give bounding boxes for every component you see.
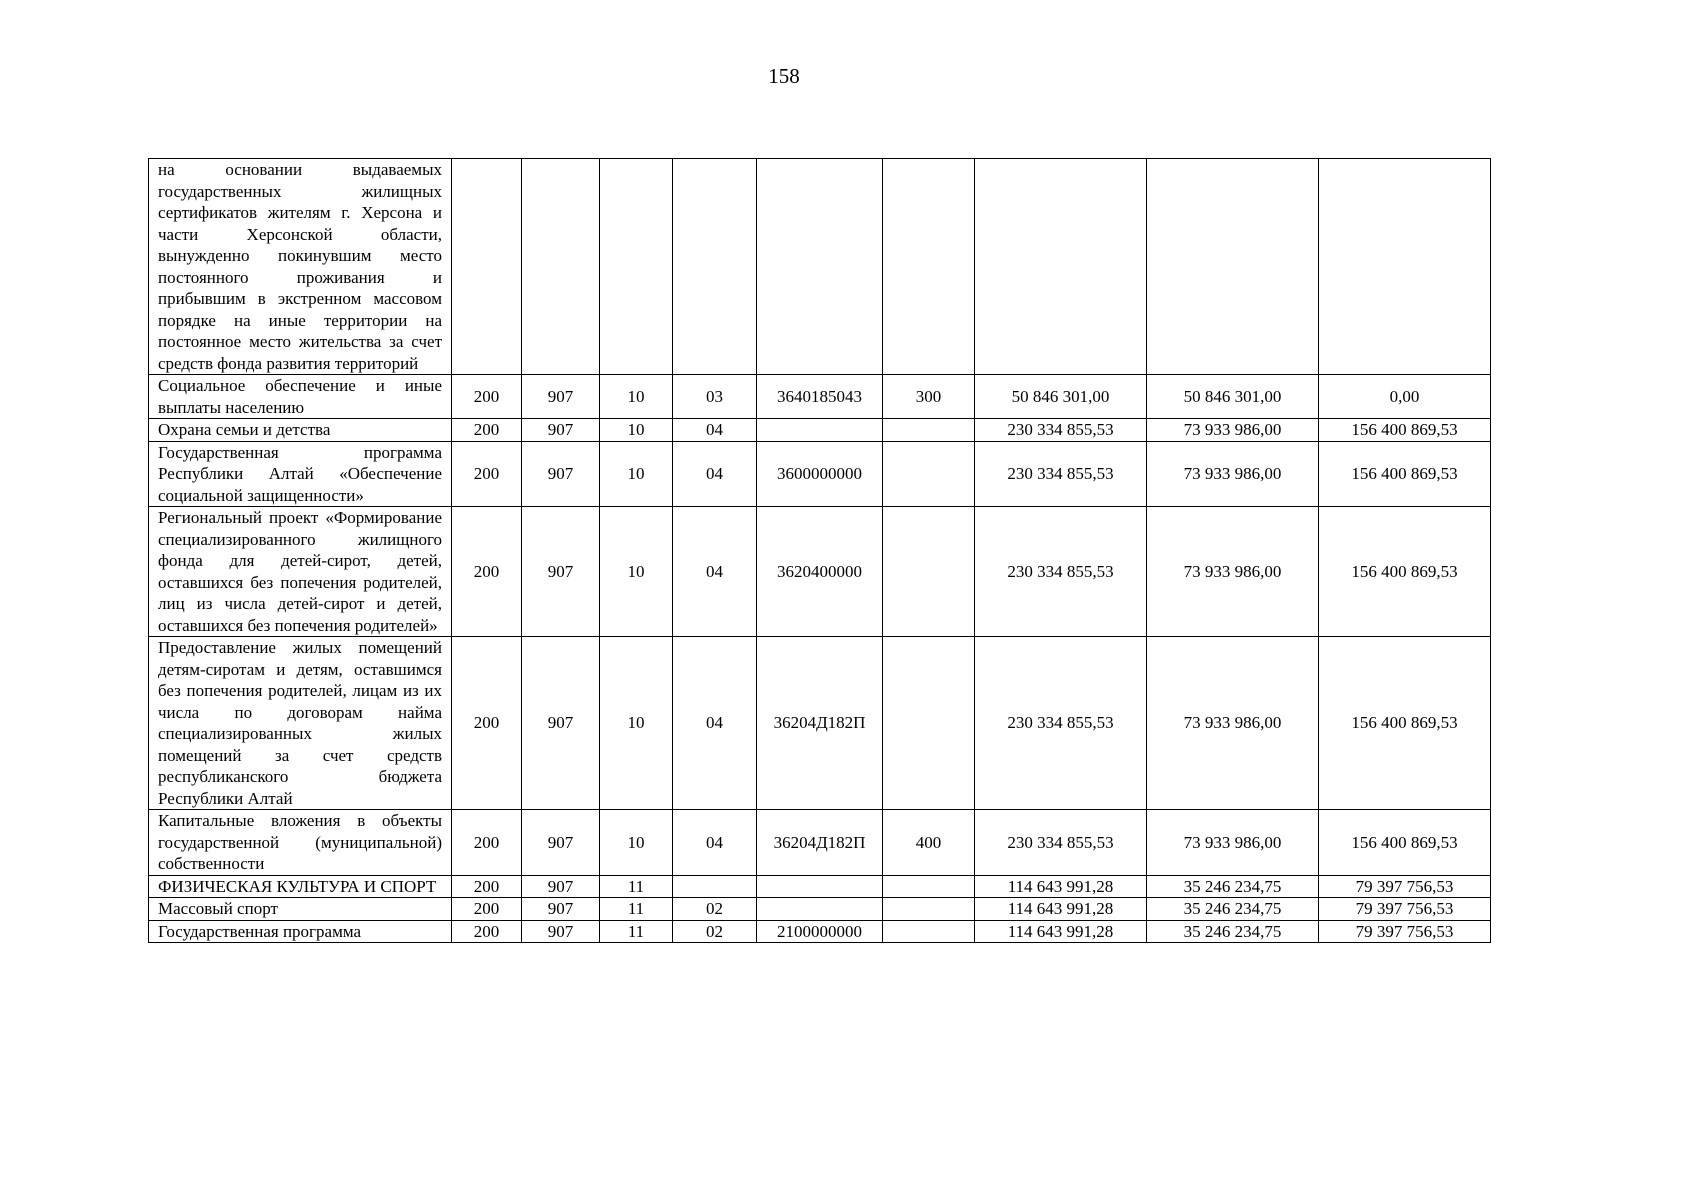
subsection-code-cell [673, 159, 757, 375]
row-name-cell: Региональный проект «Формирование специализированного жилищного фонда для детей-сирот, детей, оставшихся без попечения родителей, лиц из числа детей-сирот и детей, оставшихся без попечения родителей» [149, 507, 452, 637]
amount-remaining-cell: 156 400 869,53 [1319, 637, 1491, 810]
department-code-cell: 907 [522, 920, 600, 943]
amount-executed-cell: 73 933 986,00 [1147, 810, 1319, 876]
row-name-cell: Социальное обеспечение и иные выплаты населению [149, 375, 452, 419]
admin-code-cell: 200 [452, 875, 522, 898]
department-code-cell: 907 [522, 375, 600, 419]
expense-type-cell [883, 441, 975, 507]
amount-total-cell: 230 334 855,53 [975, 637, 1147, 810]
row-name-cell: Государственная программа [149, 920, 452, 943]
amount-executed-cell: 35 246 234,75 [1147, 920, 1319, 943]
subsection-code-cell: 02 [673, 898, 757, 921]
admin-code-cell: 200 [452, 898, 522, 921]
amount-total-cell: 230 334 855,53 [975, 441, 1147, 507]
admin-code-cell: 200 [452, 920, 522, 943]
amount-executed-cell: 73 933 986,00 [1147, 637, 1319, 810]
department-code-cell: 907 [522, 637, 600, 810]
table-row [149, 441, 1491, 507]
admin-code-cell: 200 [452, 810, 522, 876]
amount-total-cell: 114 643 991,28 [975, 920, 1147, 943]
row-name-cell: Охрана семьи и детства [149, 419, 452, 442]
department-code-cell: 907 [522, 419, 600, 442]
admin-code-cell: 200 [452, 507, 522, 637]
admin-code-cell: 200 [452, 441, 522, 507]
subsection-code-cell: 04 [673, 441, 757, 507]
admin-code-cell: 200 [452, 419, 522, 442]
amount-remaining-cell: 79 397 756,53 [1319, 898, 1491, 921]
subsection-code-cell: 04 [673, 810, 757, 876]
subsection-code-cell: 04 [673, 419, 757, 442]
admin-code-cell: 200 [452, 637, 522, 810]
section-code-cell: 10 [600, 637, 673, 810]
expense-type-cell [883, 159, 975, 375]
table-row [149, 419, 1491, 442]
department-code-cell: 907 [522, 875, 600, 898]
table-row [149, 875, 1491, 898]
expense-type-cell [883, 419, 975, 442]
amount-total-cell: 230 334 855,53 [975, 507, 1147, 637]
expense-type-cell [883, 507, 975, 637]
target-article-cell: 3620400000 [757, 507, 883, 637]
expense-type-cell [883, 875, 975, 898]
amount-executed-cell: 73 933 986,00 [1147, 441, 1319, 507]
amount-total-cell: 230 334 855,53 [975, 419, 1147, 442]
target-article-cell: 36204Д182П [757, 810, 883, 876]
amount-remaining-cell: 156 400 869,53 [1319, 441, 1491, 507]
target-article-cell [757, 159, 883, 375]
row-name-cell: ФИЗИЧЕСКАЯ КУЛЬТУРА И СПОРТ [149, 875, 452, 898]
amount-remaining-cell: 0,00 [1319, 375, 1491, 419]
expense-type-cell [883, 637, 975, 810]
table-row [149, 637, 1491, 810]
department-code-cell: 907 [522, 810, 600, 876]
section-code-cell: 10 [600, 441, 673, 507]
subsection-code-cell [673, 875, 757, 898]
amount-executed-cell [1147, 159, 1319, 375]
department-code-cell: 907 [522, 898, 600, 921]
section-code-cell: 10 [600, 810, 673, 876]
table-row [149, 159, 1491, 375]
amount-total-cell: 50 846 301,00 [975, 375, 1147, 419]
admin-code-cell [452, 159, 522, 375]
row-name-cell: Массовый спорт [149, 898, 452, 921]
section-code-cell: 11 [600, 920, 673, 943]
amount-executed-cell: 35 246 234,75 [1147, 875, 1319, 898]
target-article-cell: 2100000000 [757, 920, 883, 943]
row-name-cell: на основании выдаваемых государственных жилищных сертификатов жителям г. Херсона и части Херсонской области, вынужденно покинувшим место постоянного проживания и прибывшим в экстренном массовом порядке на иные территории на постоянное место жительства за счет средств фонда развития территорий [149, 159, 452, 375]
amount-executed-cell: 73 933 986,00 [1147, 507, 1319, 637]
amount-remaining-cell: 79 397 756,53 [1319, 875, 1491, 898]
admin-code-cell: 200 [452, 375, 522, 419]
target-article-cell [757, 898, 883, 921]
target-article-cell [757, 419, 883, 442]
expense-type-cell: 400 [883, 810, 975, 876]
target-article-cell [757, 875, 883, 898]
department-code-cell [522, 159, 600, 375]
expense-type-cell [883, 920, 975, 943]
target-article-cell: 3600000000 [757, 441, 883, 507]
amount-total-cell [975, 159, 1147, 375]
subsection-code-cell: 02 [673, 920, 757, 943]
target-article-cell: 3640185043 [757, 375, 883, 419]
section-code-cell [600, 159, 673, 375]
table-row [149, 920, 1491, 943]
subsection-code-cell: 04 [673, 637, 757, 810]
department-code-cell: 907 [522, 441, 600, 507]
amount-remaining-cell: 156 400 869,53 [1319, 507, 1491, 637]
page-number: 158 [768, 64, 800, 88]
amount-total-cell: 230 334 855,53 [975, 810, 1147, 876]
amount-total-cell: 114 643 991,28 [975, 875, 1147, 898]
amount-executed-cell: 50 846 301,00 [1147, 375, 1319, 419]
subsection-code-cell: 03 [673, 375, 757, 419]
subsection-code-cell: 04 [673, 507, 757, 637]
table-row [149, 375, 1491, 419]
expense-type-cell: 300 [883, 375, 975, 419]
expense-type-cell [883, 898, 975, 921]
row-name-cell: Предоставление жилых помещений детям-сиротам и детям, оставшимся без попечения родителей, лицам из их числа по договорам найма специализированных жилых помещений за счет средств республиканского бюджета Республики Алтай [149, 637, 452, 810]
section-code-cell: 10 [600, 419, 673, 442]
section-code-cell: 10 [600, 507, 673, 637]
amount-remaining-cell: 156 400 869,53 [1319, 810, 1491, 876]
section-code-cell: 11 [600, 898, 673, 921]
row-name-cell: Капитальные вложения в объекты государственной (муниципальной) собственности [149, 810, 452, 876]
section-code-cell: 11 [600, 875, 673, 898]
target-article-cell: 36204Д182П [757, 637, 883, 810]
amount-executed-cell: 73 933 986,00 [1147, 419, 1319, 442]
budget-table [148, 158, 1491, 943]
section-code-cell: 10 [600, 375, 673, 419]
department-code-cell: 907 [522, 507, 600, 637]
table-row [149, 810, 1491, 876]
amount-remaining-cell: 156 400 869,53 [1319, 419, 1491, 442]
amount-remaining-cell [1319, 159, 1491, 375]
table-row [149, 898, 1491, 921]
amount-total-cell: 114 643 991,28 [975, 898, 1147, 921]
row-name-cell: Государственная программа Республики Алтай «Обеспечение социальной защищенности» [149, 441, 452, 507]
table-body [149, 159, 1491, 943]
amount-executed-cell: 35 246 234,75 [1147, 898, 1319, 921]
table-row [149, 507, 1491, 637]
amount-remaining-cell: 79 397 756,53 [1319, 920, 1491, 943]
